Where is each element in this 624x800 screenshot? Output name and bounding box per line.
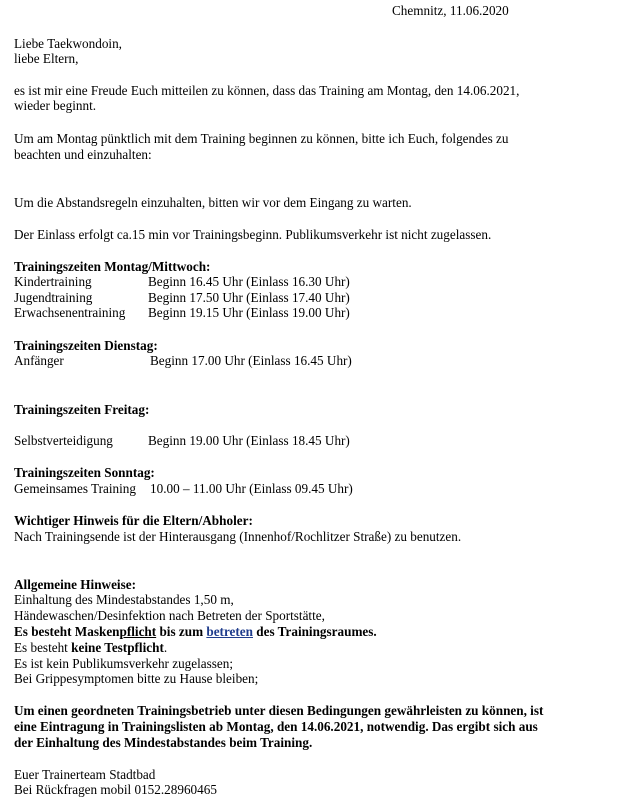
schedule-heading-mon-wed: Trainingszeiten Montag/Mittwoch: [14, 259, 211, 274]
closing-line-1: Um einen geordneten Trainingsbetrieb unter diesen Bedingungen gewährleisten zu können, ist [14, 703, 544, 718]
closing-line-3: der Einhaltung des Mindestabstandes beim Training. [14, 735, 313, 750]
training-time: 10.00 – 11.00 Uhr (Einlass 09.45 Uhr) [150, 481, 353, 496]
note-test [14, 640, 167, 656]
parents-notice-text: Nach Trainingsende ist der Hinterausgang (Innenhof/Rochlitzer Straße) zu benutzen. [14, 529, 462, 544]
mask-part: des Trainingsraumes. [253, 624, 377, 639]
signature-contact: Bei Rückfragen mobil 0152.28960465 [14, 782, 217, 797]
mask-part: Es besteht Masken [14, 624, 120, 639]
distance-rule: Um die Abstandsregeln einzuhalten, bitten wir vor dem Eingang zu warten. [14, 195, 412, 210]
training-name: Selbstverteidigung [14, 433, 113, 448]
greeting-line-2: liebe Eltern, [14, 51, 79, 66]
entry-rule: Der Einlass erfolgt ca.15 min vor Trainingsbeginn. Publikumsverkehr ist nicht zugelassen. [14, 227, 492, 242]
closing-line-2: eine Eintragung in Trainingslisten ab Montag, den 14.06.2021, notwendig. Das ergibt sich aus [14, 719, 538, 734]
schedule-row [14, 481, 353, 497]
schedule-heading-tue: Trainingszeiten Dienstag: [14, 338, 158, 353]
schedule-row [14, 290, 350, 306]
training-time: Beginn 17.00 Uhr (Einlass 16.45 Uhr) [150, 353, 352, 368]
test-part: . [163, 640, 168, 655]
schedule-heading-fri: Trainingszeiten Freitag: [14, 402, 150, 417]
greeting-line-1: Liebe Taekwondoin, [14, 36, 122, 51]
schedule-row [14, 353, 352, 369]
letter-date: Chemnitz, 11.06.2020 [392, 3, 509, 18]
training-name: Kindertraining [14, 274, 92, 289]
signature-team: Euer Trainerteam Stadtbad [14, 767, 156, 782]
intro-line-2: wieder beginnt. [14, 98, 97, 113]
note-symptoms: Bei Grippesymptomen bitte zu Hause bleiben; [14, 671, 259, 686]
test-bold: keine Testpflicht [71, 640, 164, 655]
intro-line-1: es ist mir eine Freude Euch mitteilen zu können, dass das Training am Montag, den 14.06.2021, [14, 83, 520, 98]
mask-betreten: betreten [206, 624, 253, 639]
training-name: Jugendtraining [14, 290, 93, 305]
schedule-row [14, 305, 350, 321]
mask-part: bis zum [156, 624, 207, 639]
mask-underlined: pflicht [119, 624, 157, 639]
training-name: Anfänger [14, 353, 64, 368]
schedule-heading-sun: Trainingszeiten Sonntag: [14, 465, 155, 480]
training-time: Beginn 19.15 Uhr (Einlass 19.00 Uhr) [148, 305, 350, 320]
instruction-line-1: Um am Montag pünktlich mit dem Training beginnen zu können, bitte ich Euch, folgendes zu [14, 131, 509, 146]
schedule-row [14, 433, 350, 449]
training-name: Gemeinsames Training [14, 481, 136, 496]
test-part: Es besteht [14, 640, 72, 655]
instruction-line-2: beachten und einzuhalten: [14, 147, 152, 162]
training-time: Beginn 16.45 Uhr (Einlass 16.30 Uhr) [148, 274, 350, 289]
note-distance: Einhaltung des Mindestabstandes 1,50 m, [14, 592, 234, 607]
note-hygiene: Händewaschen/Desinfektion nach Betreten der Sportstätte, [14, 608, 325, 623]
training-name: Erwachsenentraining [14, 305, 126, 320]
note-public: Es ist kein Publikumsverkehr zugelassen; [14, 656, 234, 671]
note-mask [14, 624, 377, 640]
training-time: Beginn 17.50 Uhr (Einlass 17.40 Uhr) [148, 290, 350, 305]
training-time: Beginn 19.00 Uhr (Einlass 18.45 Uhr) [148, 433, 350, 448]
parents-notice-heading: Wichtiger Hinweis für die Eltern/Abholer: [14, 513, 253, 528]
general-notes-heading: Allgemeine Hinweise: [14, 577, 136, 592]
schedule-row [14, 274, 350, 290]
